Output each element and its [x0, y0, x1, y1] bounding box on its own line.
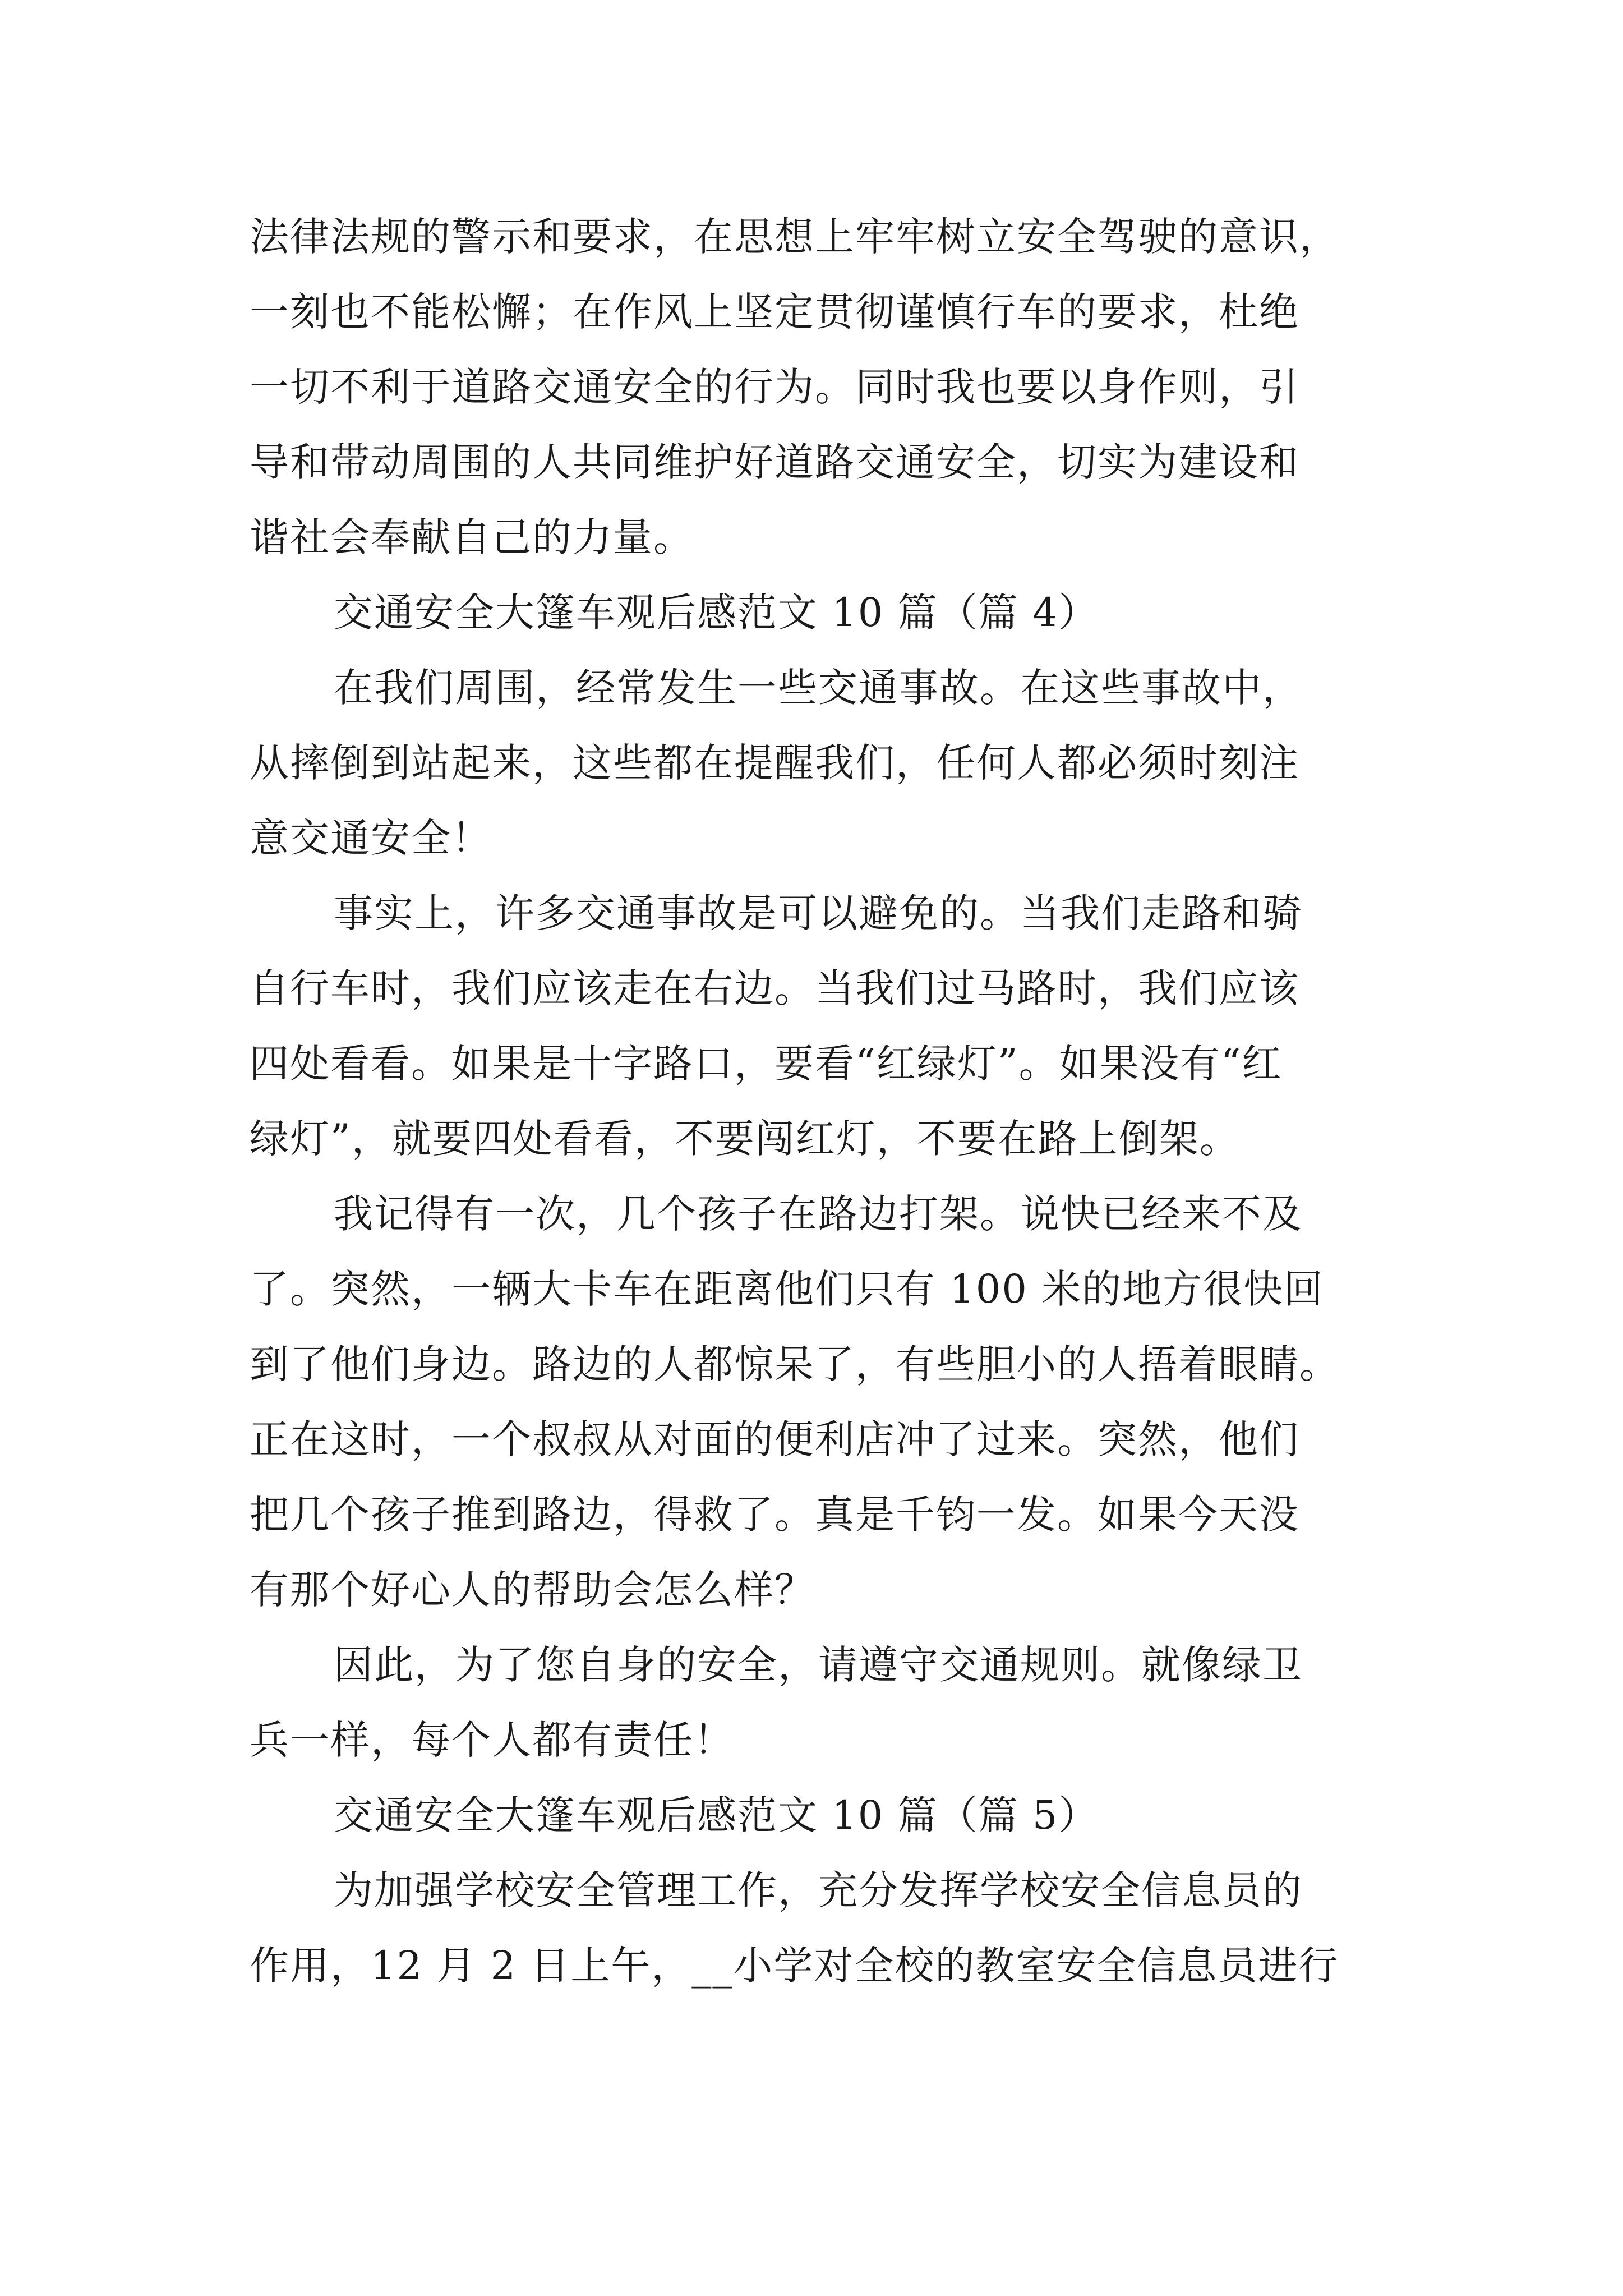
- paragraph-line: 了。突然，一辆大卡车在距离他们只有 100 米的地方很快回: [250, 1266, 1325, 1312]
- paragraph-line: 我记得有一次，几个孩子在路边打架。说快已经来不及: [334, 1191, 1303, 1237]
- paragraph-line: 正在这时，一个叔叔从对面的便利店冲了过来。突然，他们: [250, 1416, 1299, 1462]
- section-heading-4: 交通安全大篷车观后感范文 10 篇（篇 4）: [334, 590, 1099, 636]
- paragraph-line: 一刻也不能松懈；在作风上坚定贯彻谨慎行车的要求，杜绝: [250, 289, 1299, 335]
- paragraph-line: 意交通安全！: [250, 815, 492, 861]
- paragraph-line: 自行车时，我们应该走在右边。当我们过马路时，我们应该: [250, 965, 1299, 1011]
- paragraph-line: 法律法规的警示和要求，在思想上牢牢树立安全驾驶的意识，: [250, 214, 1340, 260]
- paragraph-line: 四处看看。如果是十字路口，要看“红绿灯”。如果没有“红: [250, 1041, 1283, 1087]
- paragraph-line: 兵一样，每个人都有责任！: [250, 1717, 734, 1763]
- paragraph-line: 到了他们身边。路边的人都惊呆了，有些胆小的人捂着眼睛。: [250, 1341, 1340, 1387]
- paragraph-line: 绿灯”，就要四处看看，不要闯红灯，不要在路上倒架。: [250, 1116, 1240, 1162]
- paragraph-line: 谐社会奉献自己的力量。: [250, 514, 694, 560]
- paragraph-line: 有那个好心人的帮助会怎么样？: [250, 1567, 815, 1613]
- section-heading-5: 交通安全大篷车观后感范文 10 篇（篇 5）: [334, 1792, 1099, 1838]
- paragraph-line: 为加强学校安全管理工作，充分发挥学校安全信息员的: [334, 1867, 1303, 1913]
- paragraph-line: 事实上，许多交通事故是可以避免的。当我们走路和骑: [334, 890, 1303, 936]
- paragraph-line: 在我们周围，经常发生一些交通事故。在这些事故中，: [334, 665, 1303, 711]
- document-body: [250, 199, 1455, 2003]
- paragraph-line: 从摔倒到站起来，这些都在提醒我们，任何人都必须时刻注: [250, 740, 1299, 786]
- paragraph-line: 把几个孩子推到路边，得救了。真是千钧一发。如果今天没: [250, 1492, 1299, 1538]
- paragraph-line: 一切不利于道路交通安全的行为。同时我也要以身作则，引: [250, 364, 1299, 410]
- paragraph-line: 作用，12 月 2 日上午，__小学对全校的教室安全信息员进行: [250, 1943, 1339, 1989]
- paragraph-line: 因此，为了您自身的安全，请遵守交通规则。就像绿卫: [334, 1642, 1303, 1688]
- paragraph-line: 导和带动周围的人共同维护好道路交通安全，切实为建设和: [250, 439, 1299, 485]
